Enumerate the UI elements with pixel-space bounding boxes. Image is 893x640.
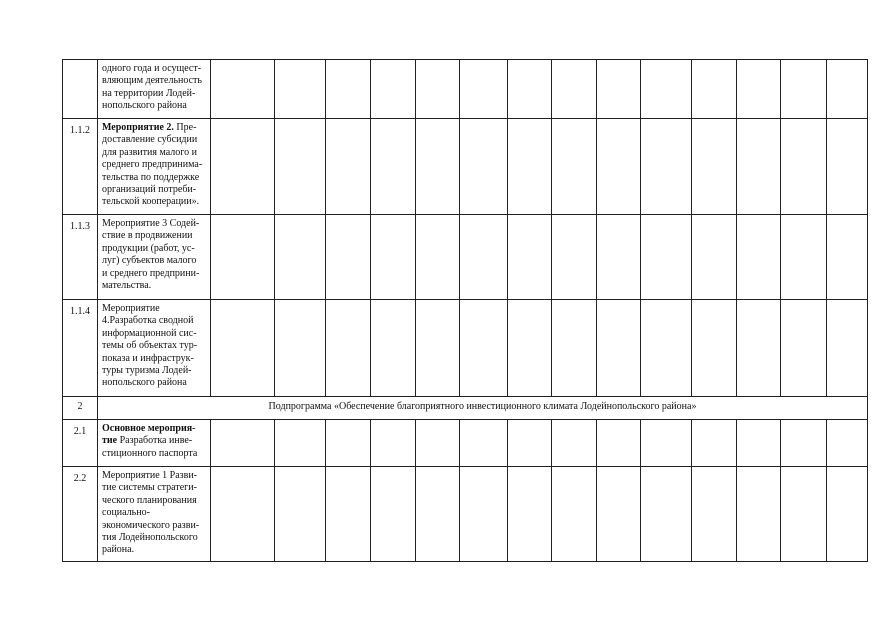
empty-cell bbox=[781, 300, 827, 397]
empty-cell bbox=[275, 300, 326, 397]
description-line: мательства. bbox=[102, 280, 152, 292]
empty-cell bbox=[371, 119, 416, 215]
bold-title: Мероприятие 2. bbox=[102, 122, 174, 133]
empty-cell bbox=[460, 300, 508, 397]
description-line: тельства по поддержке bbox=[102, 171, 200, 183]
empty-cell bbox=[552, 467, 597, 562]
empty-cell bbox=[211, 300, 275, 397]
empty-cell bbox=[597, 60, 641, 119]
empty-cell bbox=[416, 300, 460, 397]
table-row bbox=[63, 119, 868, 215]
empty-cell bbox=[371, 215, 416, 300]
empty-cell bbox=[641, 60, 692, 119]
table-row bbox=[63, 300, 868, 397]
row-description bbox=[98, 119, 211, 215]
empty-cell bbox=[597, 300, 641, 397]
empty-cell bbox=[781, 467, 827, 562]
row-description bbox=[98, 300, 211, 397]
empty-cell bbox=[275, 119, 326, 215]
description-line: тельской кооперации». bbox=[102, 196, 200, 208]
description-line: 4.Разработка сводной bbox=[102, 315, 194, 327]
empty-cell bbox=[641, 119, 692, 215]
empty-cell bbox=[416, 467, 460, 562]
empty-cell bbox=[275, 60, 326, 119]
empty-cell bbox=[460, 420, 508, 467]
empty-cell bbox=[416, 60, 460, 119]
empty-cell bbox=[508, 60, 552, 119]
empty-cell bbox=[508, 215, 552, 300]
empty-cell bbox=[552, 420, 597, 467]
empty-cell bbox=[827, 467, 868, 562]
row-number: 1.1.2 bbox=[63, 119, 98, 215]
description-line: ствие в продвижении bbox=[102, 230, 193, 242]
description-line: нопольского района bbox=[102, 377, 187, 389]
row-description bbox=[98, 60, 211, 119]
empty-cell bbox=[211, 420, 275, 467]
empty-cell bbox=[416, 119, 460, 215]
empty-cell bbox=[781, 215, 827, 300]
row-number: 2.1 bbox=[63, 420, 98, 467]
title-rest: Разработка инве- bbox=[117, 435, 193, 447]
row-number bbox=[63, 60, 98, 119]
description-line: луг) субъектов малого bbox=[102, 255, 197, 267]
empty-cell bbox=[552, 119, 597, 215]
empty-cell bbox=[737, 467, 781, 562]
empty-cell bbox=[211, 60, 275, 119]
empty-cell bbox=[597, 119, 641, 215]
empty-cell bbox=[641, 420, 692, 467]
empty-cell bbox=[692, 119, 737, 215]
empty-cell bbox=[737, 60, 781, 119]
empty-cell bbox=[737, 300, 781, 397]
description-line: туры туризма Лодей- bbox=[102, 365, 192, 377]
description-line: и среднего предприни- bbox=[102, 267, 200, 279]
empty-cell bbox=[460, 467, 508, 562]
empty-cell bbox=[460, 60, 508, 119]
description-line: тия Лодейнопольского bbox=[102, 532, 198, 544]
empty-cell bbox=[692, 467, 737, 562]
empty-cell bbox=[211, 467, 275, 562]
description-line: Мероприятие bbox=[102, 303, 160, 314]
description-line: доставление субсидии bbox=[102, 134, 198, 146]
title-rest: Пре- bbox=[173, 122, 197, 133]
description-line: вляющим деятельность bbox=[102, 75, 202, 87]
empty-cell bbox=[326, 420, 371, 467]
empty-cell bbox=[371, 467, 416, 562]
description-line: для развития малого и bbox=[102, 146, 197, 158]
description-line: одного года и осущест- bbox=[102, 63, 202, 74]
row-number: 1.1.3 bbox=[63, 215, 98, 300]
empty-cell bbox=[211, 215, 275, 300]
empty-cell bbox=[597, 215, 641, 300]
empty-cell bbox=[275, 467, 326, 562]
description-line: ческого планирования bbox=[102, 494, 197, 506]
empty-cell bbox=[275, 420, 326, 467]
description-line: экономического разви- bbox=[102, 519, 200, 531]
subprogram-row bbox=[63, 397, 868, 420]
empty-cell bbox=[737, 420, 781, 467]
description-line bbox=[102, 423, 208, 435]
empty-cell bbox=[641, 467, 692, 562]
description-line: показа и инфраструк- bbox=[102, 352, 194, 364]
empty-cell bbox=[641, 300, 692, 397]
empty-cell bbox=[692, 60, 737, 119]
empty-cell bbox=[827, 60, 868, 119]
description-line: продукции (работ, ус- bbox=[102, 242, 195, 254]
description-line: района. bbox=[102, 544, 135, 556]
empty-cell bbox=[781, 119, 827, 215]
empty-cell bbox=[326, 300, 371, 397]
empty-cell bbox=[552, 60, 597, 119]
description-line: информационной сис- bbox=[102, 327, 197, 339]
empty-cell bbox=[552, 300, 597, 397]
empty-cell bbox=[597, 467, 641, 562]
empty-cell bbox=[827, 215, 868, 300]
table-row bbox=[63, 60, 868, 119]
empty-cell bbox=[460, 215, 508, 300]
description-line bbox=[102, 435, 208, 447]
bold-title: тие bbox=[102, 435, 118, 447]
empty-cell bbox=[508, 300, 552, 397]
row-number: 2 bbox=[63, 397, 98, 420]
empty-cell bbox=[371, 60, 416, 119]
empty-cell bbox=[827, 300, 868, 397]
empty-cell bbox=[827, 119, 868, 215]
empty-cell bbox=[692, 300, 737, 397]
empty-cell bbox=[371, 420, 416, 467]
description-line: тие системы стратеги- bbox=[102, 482, 197, 494]
empty-cell bbox=[597, 420, 641, 467]
empty-cell bbox=[827, 420, 868, 467]
row-number: 2.2 bbox=[63, 467, 98, 562]
description-line bbox=[102, 122, 208, 134]
empty-cell bbox=[508, 420, 552, 467]
empty-cell bbox=[552, 215, 597, 300]
empty-cell bbox=[692, 215, 737, 300]
empty-cell bbox=[508, 467, 552, 562]
description-line: темы об объектах тур- bbox=[102, 340, 198, 352]
table-row bbox=[63, 420, 868, 467]
bold-title: Основное мероприя- bbox=[102, 423, 196, 434]
table-row bbox=[63, 215, 868, 300]
program-measures-table bbox=[62, 59, 868, 562]
empty-cell bbox=[737, 119, 781, 215]
empty-cell bbox=[211, 119, 275, 215]
empty-cell bbox=[275, 215, 326, 300]
row-description bbox=[98, 420, 211, 467]
empty-cell bbox=[371, 300, 416, 397]
empty-cell bbox=[326, 60, 371, 119]
description-line: нопольского района bbox=[102, 100, 187, 112]
description-line: Мероприятие 1 Разви- bbox=[102, 470, 198, 481]
empty-cell bbox=[416, 420, 460, 467]
empty-cell bbox=[737, 215, 781, 300]
empty-cell bbox=[692, 420, 737, 467]
table-row bbox=[63, 467, 868, 562]
row-number: 1.1.4 bbox=[63, 300, 98, 397]
description-line: организаций потреби- bbox=[102, 184, 197, 196]
empty-cell bbox=[781, 60, 827, 119]
empty-cell bbox=[326, 467, 371, 562]
description-line: среднего предпринима- bbox=[102, 159, 203, 171]
empty-cell bbox=[326, 119, 371, 215]
empty-cell bbox=[460, 119, 508, 215]
description-line: социально- bbox=[102, 507, 150, 519]
subprogram-title: Подпрограмма «Обеспечение благоприятного инвестиционного климата Лодейнопольского района» bbox=[98, 397, 868, 420]
empty-cell bbox=[781, 420, 827, 467]
row-description bbox=[98, 467, 211, 562]
empty-cell bbox=[416, 215, 460, 300]
row-description bbox=[98, 215, 211, 300]
empty-cell bbox=[326, 215, 371, 300]
description-line: на территории Лодей- bbox=[102, 87, 196, 99]
empty-cell bbox=[508, 119, 552, 215]
description-line: стиционного паспорта bbox=[102, 447, 198, 459]
description-line: Мероприятие 3 Содей- bbox=[102, 218, 200, 229]
empty-cell bbox=[641, 215, 692, 300]
